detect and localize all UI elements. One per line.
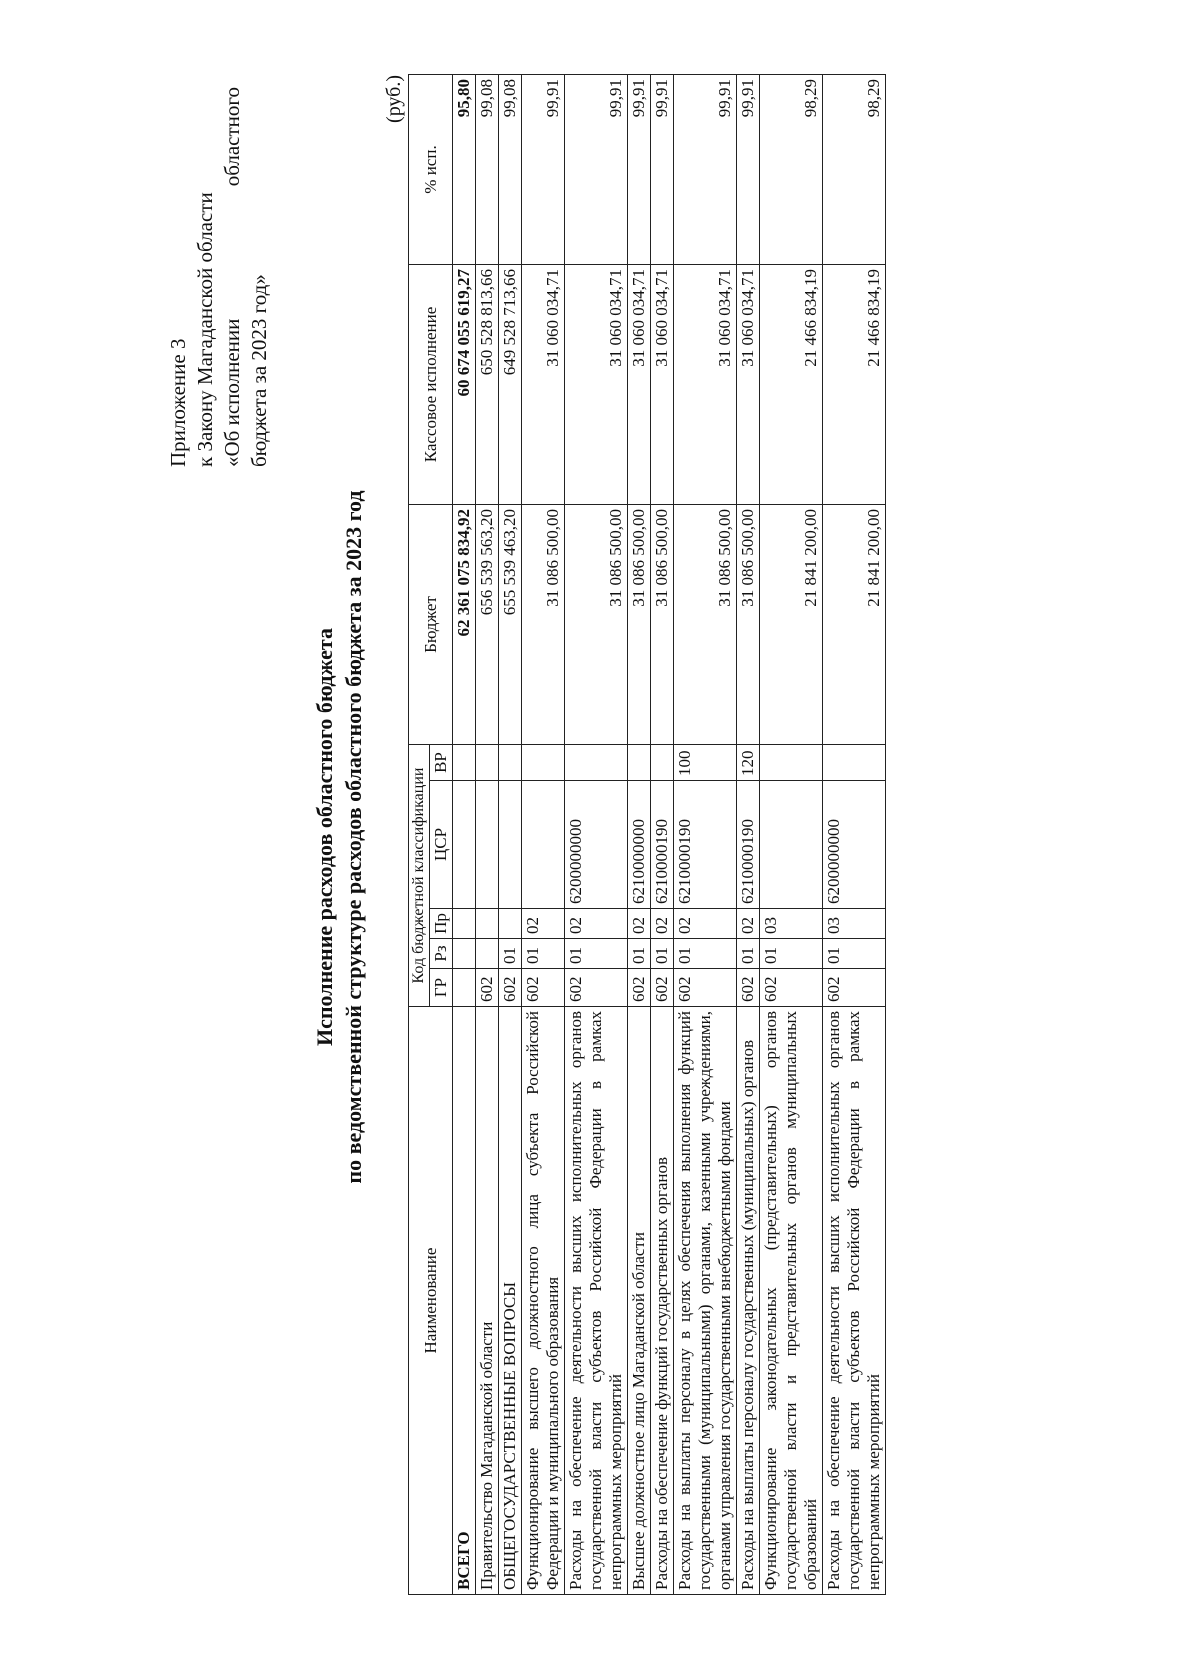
cell-name: Расходы на выплаты персоналу государственных (муниципальных) органов xyxy=(737,1007,760,1595)
cell-budget: 31 086 500,00 xyxy=(737,505,760,745)
cell-percent: 98,29 xyxy=(823,75,886,265)
cell-execution: 650 528 813,66 xyxy=(476,265,499,505)
cell-percent: 99,91 xyxy=(651,75,674,265)
cell-rz xyxy=(453,939,476,969)
cell-pr: 02 xyxy=(651,909,674,939)
expenditure-table xyxy=(408,74,886,1595)
cell-pr xyxy=(476,909,499,939)
table-row xyxy=(737,75,760,1595)
cell-percent: 99,91 xyxy=(522,75,565,265)
cell-rz: 01 xyxy=(760,939,823,969)
header-execution: Кассовое исполнение xyxy=(409,265,453,505)
appendix-line-2: к Закону Магаданской области xyxy=(193,192,217,467)
cell-name: ВСЕГО xyxy=(453,1007,476,1595)
cell-csr: 6200000000 xyxy=(823,781,886,909)
cell-execution: 60 674 055 619,27 xyxy=(453,265,476,505)
cell-vr xyxy=(628,745,651,781)
cell-pr xyxy=(499,909,522,939)
cell-execution: 31 060 034,71 xyxy=(651,265,674,505)
cell-rz: 01 xyxy=(628,939,651,969)
table-row xyxy=(651,75,674,1595)
cell-name: Расходы на обеспечение деятельности высших исполнительных органов государственной власти субъектов Российской Федерации в рамках непрограммных мероприятий xyxy=(565,1007,628,1595)
cell-pr: 03 xyxy=(760,909,823,939)
cell-vr xyxy=(476,745,499,781)
header-name: Наименование xyxy=(409,1007,453,1595)
cell-pr xyxy=(453,909,476,939)
cell-execution: 31 060 034,71 xyxy=(737,265,760,505)
cell-budget: 21 841 200,00 xyxy=(760,505,823,745)
cell-gr: 602 xyxy=(476,969,499,1007)
cell-budget: 656 539 563,20 xyxy=(476,505,499,745)
cell-gr: 602 xyxy=(760,969,823,1007)
table-row xyxy=(823,75,886,1595)
cell-csr: 6210000000 xyxy=(628,781,651,909)
cell-gr: 602 xyxy=(823,969,886,1007)
cell-rz: 01 xyxy=(737,939,760,969)
cell-vr xyxy=(499,745,522,781)
table-row xyxy=(760,75,823,1595)
cell-percent: 99,91 xyxy=(628,75,651,265)
table-row-total xyxy=(453,75,476,1595)
cell-vr xyxy=(565,745,628,781)
cell-gr: 602 xyxy=(565,969,628,1007)
header-rz: Рз xyxy=(430,939,453,969)
header-code-group: Код бюджетной классификации xyxy=(409,745,430,1007)
cell-csr xyxy=(760,781,823,909)
appendix-line-3-left: «Об исполнении xyxy=(220,318,244,467)
cell-execution: 649 528 713,66 xyxy=(499,265,522,505)
cell-percent: 98,29 xyxy=(760,75,823,265)
cell-name: Правительство Магаданской области xyxy=(476,1007,499,1595)
cell-rz: 01 xyxy=(651,939,674,969)
cell-csr: 6210000190 xyxy=(651,781,674,909)
cell-name: Функционирование законодательных (представительных) органов государственной власти и представительных органов муниципальных образований xyxy=(760,1007,823,1595)
header-vr: ВР xyxy=(430,745,453,781)
cell-vr: 100 xyxy=(674,745,737,781)
cell-pr: 02 xyxy=(674,909,737,939)
cell-execution: 21 466 834,19 xyxy=(760,265,823,505)
header-csr: ЦСР xyxy=(430,781,453,909)
appendix-block xyxy=(165,87,273,467)
cell-gr xyxy=(453,969,476,1007)
cell-execution: 31 060 034,71 xyxy=(674,265,737,505)
cell-name: Функционирование высшего должностного лица субъекта Российской Федерации и муниципального образования xyxy=(522,1007,565,1595)
cell-budget: 31 086 500,00 xyxy=(674,505,737,745)
cell-gr: 602 xyxy=(651,969,674,1007)
cell-vr xyxy=(651,745,674,781)
cell-gr: 602 xyxy=(737,969,760,1007)
cell-csr: 6200000000 xyxy=(565,781,628,909)
cell-name: Расходы на выплаты персоналу в целях обеспечения выполнения функций государственными (муниципальными) органами, казенными учреждениями, органами управления государственными внебюджетными фондами xyxy=(674,1007,737,1595)
cell-budget: 31 086 500,00 xyxy=(565,505,628,745)
cell-pr: 02 xyxy=(565,909,628,939)
cell-budget: 62 361 075 834,92 xyxy=(453,505,476,745)
rotated-page xyxy=(75,57,1195,1617)
cell-execution: 21 466 834,19 xyxy=(823,265,886,505)
cell-csr xyxy=(499,781,522,909)
document-title xyxy=(310,57,368,1617)
appendix-line-3-right: областного xyxy=(220,87,244,187)
cell-gr: 602 xyxy=(522,969,565,1007)
cell-gr: 602 xyxy=(674,969,737,1007)
cell-rz: 01 xyxy=(674,939,737,969)
cell-execution: 31 060 034,71 xyxy=(628,265,651,505)
cell-budget: 655 539 463,20 xyxy=(499,505,522,745)
table-row xyxy=(476,75,499,1595)
cell-vr xyxy=(522,745,565,781)
cell-pr: 02 xyxy=(522,909,565,939)
cell-pr: 02 xyxy=(737,909,760,939)
header-pr: Пр xyxy=(430,909,453,939)
cell-vr xyxy=(453,745,476,781)
cell-budget: 31 086 500,00 xyxy=(628,505,651,745)
cell-rz: 01 xyxy=(565,939,628,969)
cell-percent: 99,91 xyxy=(674,75,737,265)
cell-gr: 602 xyxy=(628,969,651,1007)
cell-pr: 02 xyxy=(628,909,651,939)
cell-rz: 01 xyxy=(522,939,565,969)
cell-execution: 31 060 034,71 xyxy=(522,265,565,505)
table-row xyxy=(628,75,651,1595)
cell-pr: 03 xyxy=(823,909,886,939)
cell-gr: 602 xyxy=(499,969,522,1007)
cell-execution: 31 060 034,71 xyxy=(565,265,628,505)
cell-percent: 99,91 xyxy=(737,75,760,265)
cell-name: ОБЩЕГОСУДАРСТВЕННЫЕ ВОПРОСЫ xyxy=(499,1007,522,1595)
header-gr: ГР xyxy=(430,969,453,1007)
currency-unit: (руб.) xyxy=(383,75,405,123)
cell-name: Расходы на обеспечение деятельности высших исполнительных органов государственной власти субъектов Российской Федерации в рамках непрограммных мероприятий xyxy=(823,1007,886,1595)
appendix-line-1: Приложение 3 xyxy=(166,338,190,467)
appendix-line-3 xyxy=(219,87,246,467)
cell-vr xyxy=(760,745,823,781)
title-line-1: Исполнение расходов областного бюджета xyxy=(312,627,337,1047)
cell-rz: 01 xyxy=(499,939,522,969)
appendix-line-4: бюджета за 2023 год» xyxy=(247,274,271,467)
table-row xyxy=(674,75,737,1595)
cell-csr xyxy=(476,781,499,909)
cell-rz: 01 xyxy=(823,939,886,969)
table-row xyxy=(565,75,628,1595)
cell-budget: 31 086 500,00 xyxy=(651,505,674,745)
table-row xyxy=(499,75,522,1595)
title-line-2: по ведомственной структуре расходов областного бюджета за 2023 год xyxy=(341,490,366,1184)
cell-name: Расходы на обеспечение функций государственных органов xyxy=(651,1007,674,1595)
cell-percent: 99,08 xyxy=(499,75,522,265)
cell-name: Высшее должностное лицо Магаданской области xyxy=(628,1007,651,1595)
cell-percent: 99,91 xyxy=(565,75,628,265)
cell-csr xyxy=(453,781,476,909)
table-row xyxy=(522,75,565,1595)
header-percent: % исп. xyxy=(409,75,453,265)
cell-csr xyxy=(522,781,565,909)
cell-vr: 120 xyxy=(737,745,760,781)
cell-vr xyxy=(823,745,886,781)
cell-csr: 6210000190 xyxy=(737,781,760,909)
cell-budget: 31 086 500,00 xyxy=(522,505,565,745)
header-budget: Бюджет xyxy=(409,505,453,745)
cell-percent: 95,80 xyxy=(453,75,476,265)
cell-budget: 21 841 200,00 xyxy=(823,505,886,745)
cell-percent: 99,08 xyxy=(476,75,499,265)
cell-csr: 6210000190 xyxy=(674,781,737,909)
cell-rz xyxy=(476,939,499,969)
